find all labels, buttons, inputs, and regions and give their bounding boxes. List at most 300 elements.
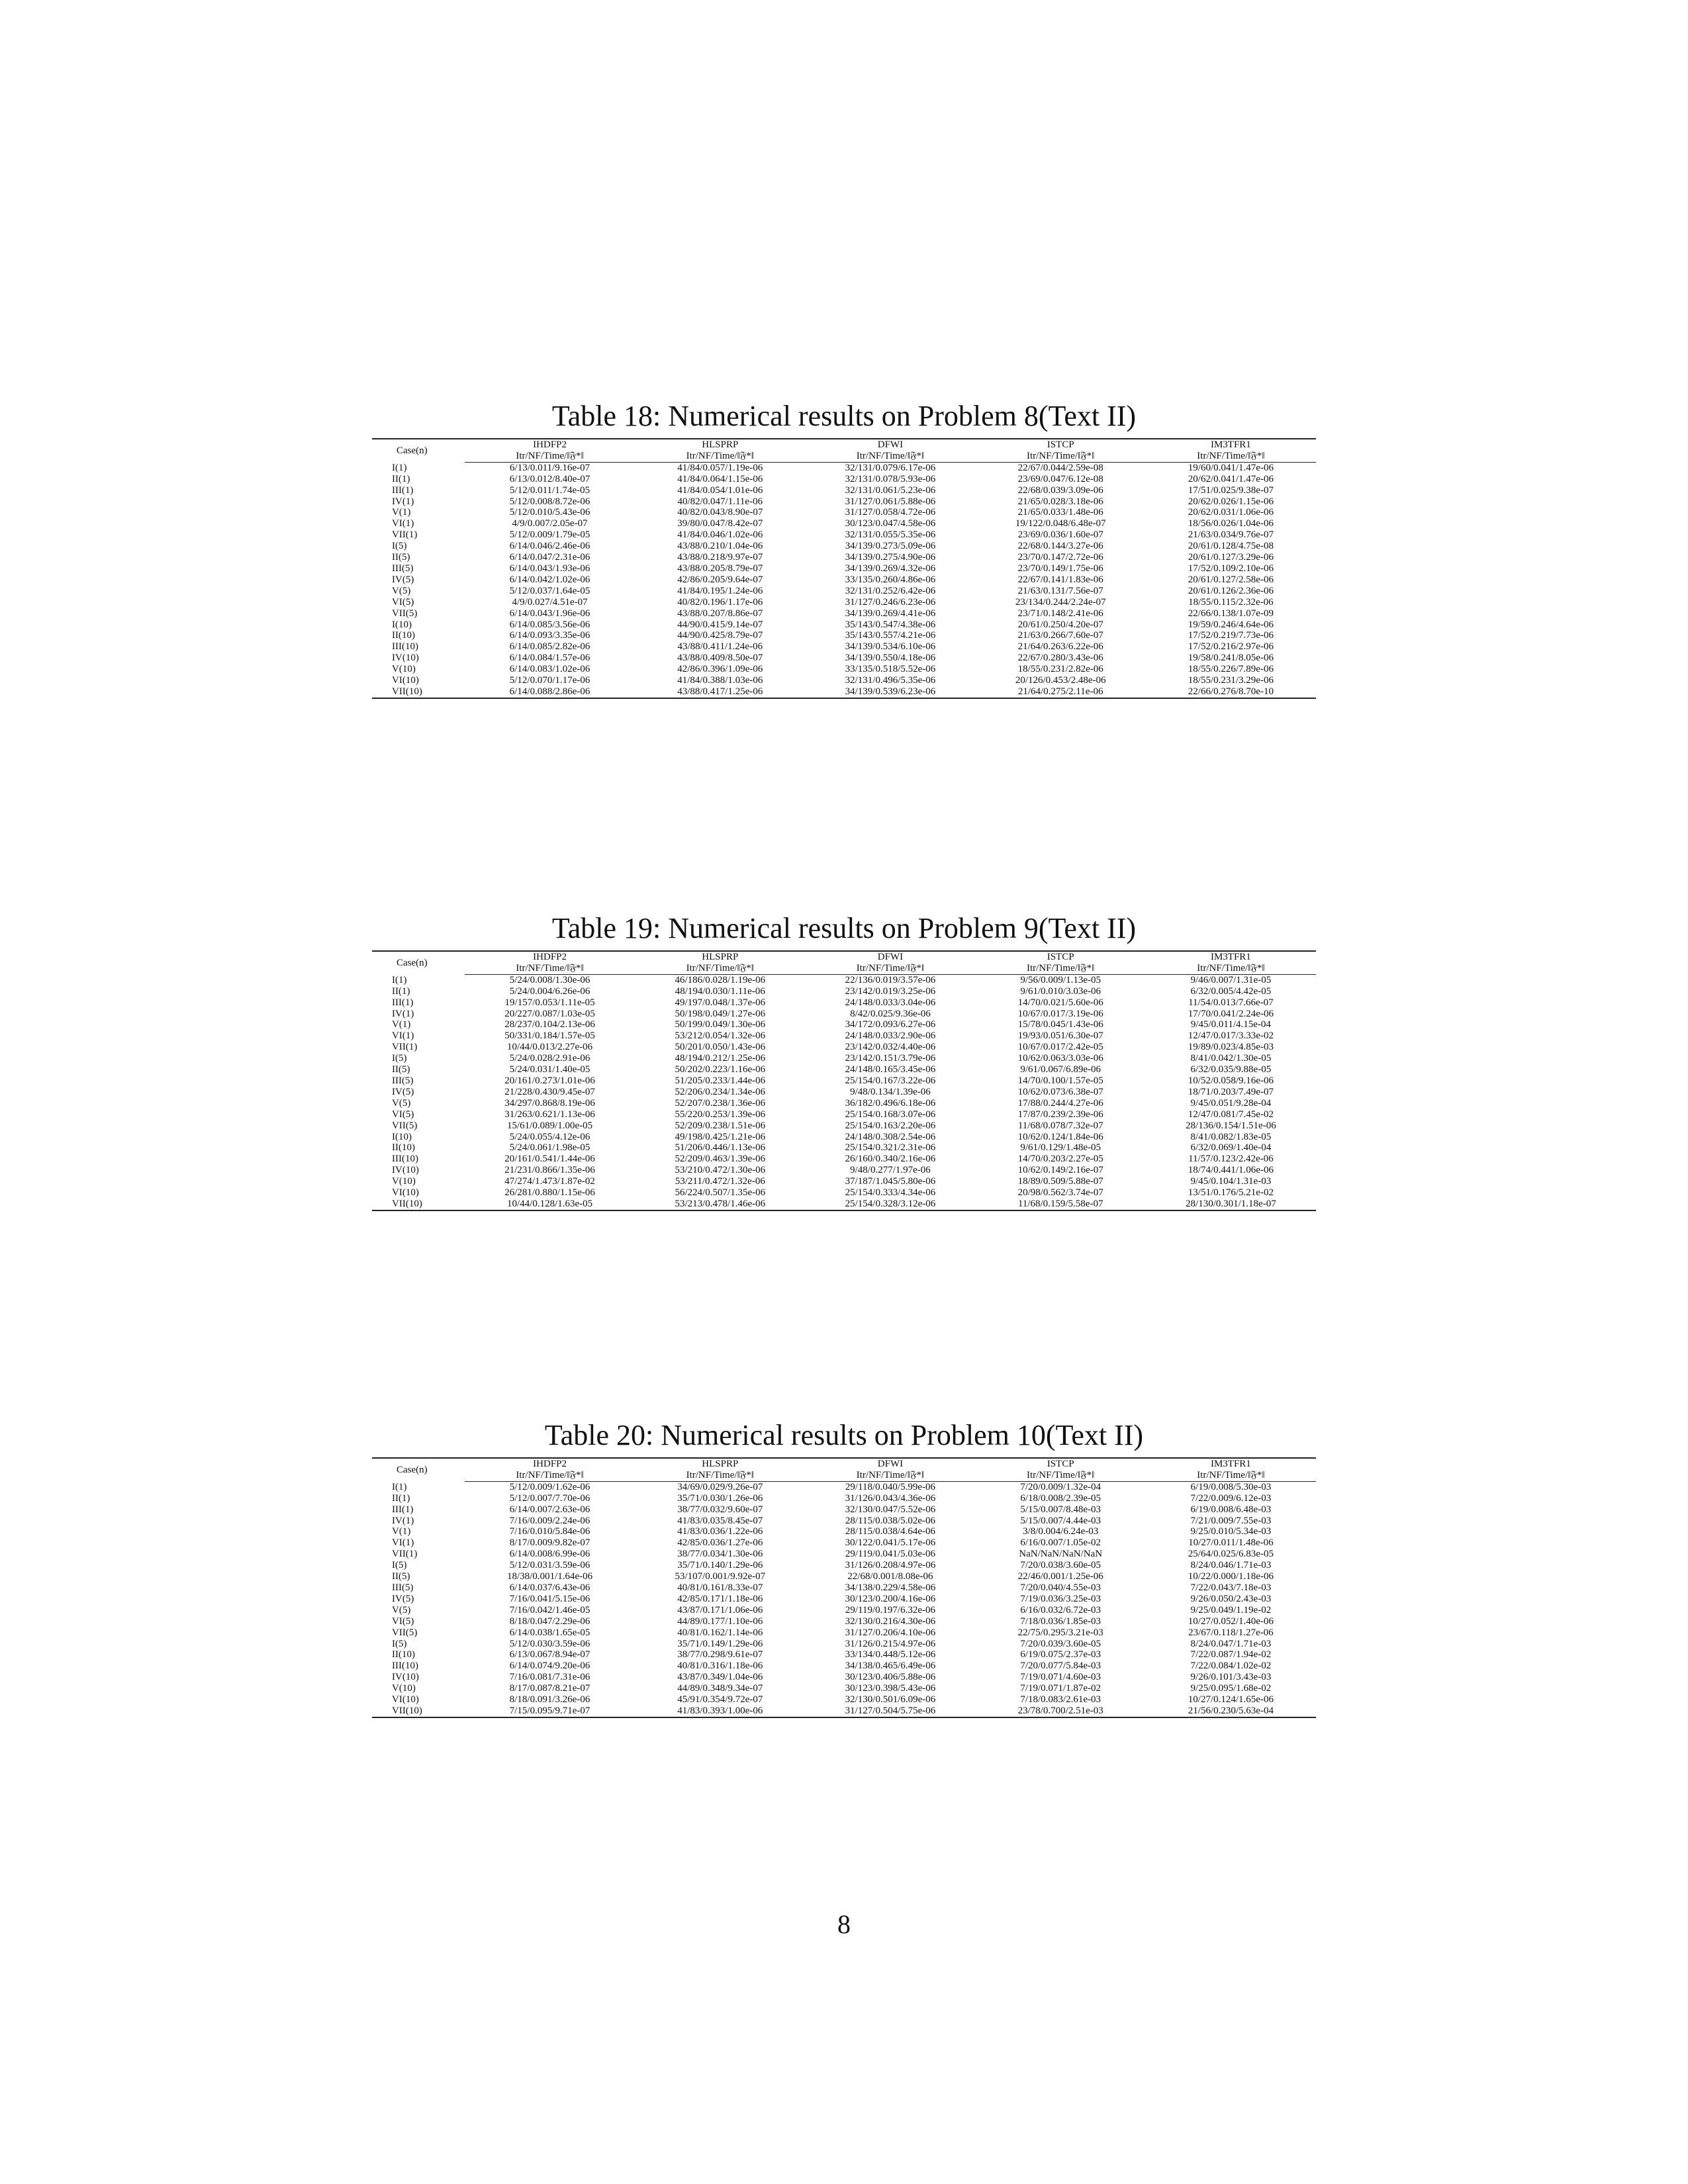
table-row [372, 1109, 1316, 1120]
table-row [372, 1165, 1316, 1176]
table-row [372, 462, 1316, 473]
table-row [372, 1142, 1316, 1154]
result-cell: 9/61/0.067/6.89e-06 [1020, 1064, 1101, 1075]
result-cell: 32/131/0.061/5.23e-06 [845, 484, 936, 496]
result-cell: 23/134/0.244/2.24e-07 [1015, 596, 1106, 608]
result-cell: 7/18/0.083/2.61e-03 [1020, 1694, 1101, 1706]
result-cell: 6/32/0.005/4.42e-05 [1190, 985, 1272, 997]
result-cell: 14/70/0.100/1.57e-05 [1017, 1075, 1103, 1086]
table-row [372, 1516, 1316, 1527]
result-cell: 19/93/0.051/6.30e-07 [1017, 1030, 1103, 1042]
result-cell: 7/16/0.081/7.31e-06 [509, 1672, 590, 1683]
result-cell: 52/206/0.234/1.34e-06 [675, 1086, 766, 1097]
case-label: IV(5) [392, 574, 414, 585]
result-cell: 35/71/0.149/1.29e-06 [677, 1638, 763, 1649]
result-cell: 5/12/0.070/1.17e-06 [509, 675, 590, 686]
table-row [372, 986, 1316, 997]
table-row [372, 485, 1316, 496]
result-cell: 30/122/0.041/5.17e-06 [845, 1537, 936, 1549]
column-header: IHDFP2 [465, 951, 635, 963]
case-label: I(1) [392, 462, 407, 473]
case-label: VII(5) [392, 608, 418, 619]
result-cell: 25/154/0.328/3.12e-06 [805, 1199, 975, 1210]
result-cell: 51/205/0.233/1.44e-06 [675, 1075, 766, 1086]
result-cell: 18/55/0.115/2.32e-06 [1188, 596, 1274, 608]
result-cell: 53/210/0.472/1.30e-06 [675, 1165, 766, 1176]
result-cell: 17/52/0.109/2.10e-06 [1188, 563, 1274, 574]
metric-header: Itr/NF/Time/‖𝔉*‖ [1146, 963, 1316, 974]
result-cell: 6/14/0.093/3.35e-06 [509, 630, 590, 641]
column-header: HLSPRP [635, 1458, 805, 1470]
table-row [372, 1694, 1316, 1706]
column-header: DFWI [805, 951, 975, 963]
case-label: V(5) [392, 1604, 411, 1615]
table-row [372, 974, 1316, 985]
result-cell: 5/12/0.037/1.64e-05 [509, 585, 590, 596]
result-cell: 35/143/0.547/4.38e-06 [845, 619, 936, 630]
result-cell: 23/70/0.149/1.75e-06 [1017, 563, 1103, 574]
result-cell: 20/62/0.026/1.15e-06 [1188, 496, 1274, 507]
case-label: I(5) [392, 541, 407, 552]
result-cell: 5/24/0.008/1.30e-06 [509, 974, 590, 985]
result-cell: 5/12/0.031/3.59e-06 [509, 1560, 590, 1571]
result-cell: 31/127/0.061/5.88e-06 [845, 496, 936, 507]
table-row [372, 1560, 1316, 1571]
table-20-block [372, 1419, 1316, 1718]
result-cell: 52/209/0.238/1.51e-06 [675, 1120, 766, 1131]
result-cell: 9/25/0.010/5.34e-03 [1190, 1526, 1272, 1537]
result-cell: 6/14/0.074/9.20e-06 [509, 1661, 590, 1672]
result-cell: 31/126/0.215/4.97e-06 [845, 1638, 936, 1649]
result-cell: 32/131/0.079/6.17e-06 [845, 462, 936, 473]
case-label: II(1) [392, 1492, 410, 1504]
result-cell: 35/71/0.030/1.26e-06 [677, 1492, 763, 1504]
table-row [372, 1706, 1316, 1717]
result-cell: 6/16/0.032/6.72e-03 [1020, 1604, 1101, 1615]
result-cell: 7/22/0.087/1.94e-02 [1190, 1649, 1272, 1661]
table-row [372, 1176, 1316, 1187]
case-label: VII(10) [372, 1199, 465, 1210]
result-cell: 43/88/0.210/1.04e-06 [677, 541, 763, 552]
case-label: II(5) [392, 1064, 410, 1075]
result-cell: 6/14/0.085/2.82e-06 [509, 641, 590, 653]
table-row [372, 630, 1316, 641]
result-cell: 20/62/0.041/1.47e-06 [1188, 473, 1274, 484]
result-cell: 51/206/0.446/1.13e-06 [675, 1142, 766, 1154]
result-cell: 20/126/0.453/2.48e-06 [1015, 675, 1106, 686]
table-row [372, 1120, 1316, 1132]
table-row [372, 1639, 1316, 1650]
result-cell: 31/127/0.504/5.75e-06 [805, 1706, 975, 1717]
result-cell: 41/84/0.388/1.03e-06 [677, 675, 763, 686]
result-cell: 10/44/0.013/2.27e-06 [507, 1042, 593, 1053]
result-cell: 10/62/0.149/2.16e-07 [1017, 1165, 1103, 1176]
result-cell: 20/61/0.250/4.20e-07 [1017, 619, 1103, 630]
result-cell: 34/139/0.550/4.18e-06 [845, 653, 936, 664]
table-row [372, 1594, 1316, 1605]
table-row [372, 507, 1316, 518]
result-cell: 14/70/0.021/5.60e-06 [1017, 997, 1103, 1008]
result-cell: 22/66/0.276/8.70e-10 [1146, 686, 1316, 698]
case-label: VI(1) [392, 518, 414, 529]
table-row [372, 1199, 1316, 1210]
case-label: III(1) [392, 484, 414, 496]
result-cell: 9/48/0.277/1.97e-06 [850, 1165, 931, 1176]
result-cell: 7/19/0.071/1.87e-02 [1020, 1683, 1101, 1694]
result-cell: 23/67/0.118/1.27e-06 [1188, 1627, 1274, 1638]
result-cell: 43/87/0.171/1.06e-06 [677, 1604, 763, 1615]
result-cell: 20/98/0.562/3.74e-07 [1017, 1187, 1103, 1199]
table-row [372, 1605, 1316, 1616]
case-label: II(10) [392, 1649, 415, 1661]
result-cell: 8/17/0.009/9.82e-07 [509, 1537, 590, 1549]
result-cell: 7/19/0.071/4.60e-03 [1020, 1672, 1101, 1683]
result-cell: 10/67/0.017/3.19e-06 [1017, 1008, 1103, 1019]
result-cell: 43/88/0.205/8.79e-07 [677, 563, 763, 574]
metric-header: Itr/NF/Time/‖𝔉*‖ [635, 1470, 805, 1481]
result-cell: 30/123/0.398/5.43e-06 [845, 1683, 936, 1694]
result-cell: 5/15/0.007/4.44e-03 [1020, 1515, 1101, 1526]
table-row [372, 1649, 1316, 1661]
table-row [372, 664, 1316, 675]
case-label: IV(5) [392, 1593, 414, 1604]
result-cell: 34/138/0.465/6.49e-06 [845, 1661, 936, 1672]
result-cell: 30/123/0.047/4.58e-06 [845, 518, 936, 529]
table-row [372, 641, 1316, 653]
column-header: IHDFP2 [465, 1458, 635, 1470]
result-cell: 29/118/0.040/5.99e-06 [845, 1481, 936, 1492]
result-cell: 23/70/0.147/2.72e-06 [1017, 552, 1103, 563]
column-header: IHDFP2 [465, 439, 635, 451]
result-cell: 28/115/0.038/4.64e-06 [845, 1526, 936, 1537]
result-cell: 7/20/0.077/5.84e-03 [1020, 1661, 1101, 1672]
table-row [372, 1087, 1316, 1098]
result-cell: 23/142/0.032/4.40e-06 [845, 1042, 936, 1053]
result-cell: 55/220/0.253/1.39e-06 [675, 1109, 766, 1120]
result-cell: 8/17/0.087/8.21e-07 [509, 1683, 590, 1694]
case-label: III(5) [392, 1075, 414, 1086]
result-cell: 24/148/0.033/2.90e-06 [845, 1030, 936, 1042]
result-cell: 8/18/0.047/2.29e-06 [509, 1615, 590, 1627]
result-cell: 19/58/0.241/8.05e-06 [1188, 653, 1274, 664]
result-cell: 7/20/0.040/4.55e-03 [1020, 1582, 1101, 1593]
result-cell: 22/67/0.141/1.83e-06 [1017, 574, 1103, 585]
result-cell: 44/90/0.425/8.79e-07 [677, 630, 763, 641]
case-label: VI(5) [392, 1615, 414, 1627]
result-cell: 28/237/0.104/2.13e-06 [504, 1019, 595, 1030]
column-header: ISTCP [976, 1458, 1146, 1470]
result-cell: 18/55/0.226/7.89e-06 [1188, 664, 1274, 675]
result-cell: 40/82/0.047/1.11e-06 [677, 496, 763, 507]
result-cell: 21/64/0.275/2.11e-06 [976, 686, 1146, 698]
result-cell: 50/202/0.223/1.16e-06 [675, 1064, 766, 1075]
case-label: IV(10) [392, 1672, 419, 1683]
result-cell: 7/16/0.041/5.15e-06 [509, 1593, 590, 1604]
result-cell: 43/88/0.411/1.24e-06 [677, 641, 763, 653]
metric-header: Itr/NF/Time/‖𝔉*‖ [635, 451, 805, 462]
result-cell: 9/45/0.051/9.28e-04 [1190, 1097, 1272, 1109]
result-cell: 56/224/0.507/1.35e-06 [675, 1187, 766, 1199]
table-row [372, 1582, 1316, 1594]
table-row [372, 1504, 1316, 1516]
table-row [372, 608, 1316, 619]
results-table [372, 438, 1316, 699]
result-cell: 19/89/0.023/4.85e-03 [1188, 1042, 1274, 1053]
result-cell: 6/14/0.043/1.96e-06 [509, 608, 590, 619]
result-cell: 31/127/0.058/4.72e-06 [845, 507, 936, 518]
results-table [372, 950, 1316, 1211]
result-cell: 25/154/0.333/4.34e-06 [845, 1187, 936, 1199]
case-header: Case(n) [372, 1458, 465, 1481]
result-cell: 19/60/0.041/1.47e-06 [1188, 462, 1274, 473]
table-row [372, 552, 1316, 563]
metric-header: Itr/NF/Time/‖𝔉*‖ [1146, 451, 1316, 462]
table-row [372, 1481, 1316, 1492]
result-cell: 23/78/0.700/2.51e-03 [976, 1706, 1146, 1717]
result-cell: 32/130/0.047/5.52e-06 [845, 1504, 936, 1515]
result-cell: 25/64/0.025/6.83e-05 [1188, 1549, 1274, 1560]
case-label: I(10) [392, 1131, 412, 1142]
result-cell: 6/19/0.008/6.48e-03 [1190, 1504, 1272, 1515]
case-label: I(1) [392, 974, 407, 985]
table-row [372, 1537, 1316, 1549]
result-cell: 7/19/0.036/3.25e-03 [1020, 1593, 1101, 1604]
result-cell: 41/84/0.054/1.01e-06 [677, 484, 763, 496]
result-cell: 21/56/0.230/5.63e-04 [1146, 1706, 1316, 1717]
result-cell: 17/52/0.216/2.97e-06 [1188, 641, 1274, 653]
result-cell: 6/18/0.008/2.39e-05 [1020, 1492, 1101, 1504]
result-cell: 53/211/0.472/1.32e-06 [675, 1176, 765, 1187]
result-cell: 6/32/0.069/1.40e-04 [1190, 1142, 1272, 1154]
result-cell: 30/123/0.200/4.16e-06 [845, 1593, 936, 1604]
result-cell: 5/24/0.031/1.40e-05 [509, 1064, 590, 1075]
result-cell: 32/131/0.252/6.42e-06 [845, 585, 936, 596]
result-cell: 31/126/0.043/4.36e-06 [845, 1492, 936, 1504]
result-cell: 28/130/0.301/1.18e-07 [1146, 1199, 1316, 1210]
table-row [372, 563, 1316, 574]
result-cell: 23/142/0.151/3.79e-06 [845, 1053, 936, 1064]
result-cell: 34/139/0.273/5.09e-06 [845, 541, 936, 552]
result-cell: 39/80/0.047/8.42e-07 [677, 518, 763, 529]
result-cell: 46/186/0.028/1.19e-06 [675, 974, 766, 985]
case-label: I(10) [392, 619, 412, 630]
result-cell: 22/68/0.144/3.27e-06 [1017, 541, 1103, 552]
result-cell: 29/119/0.197/6.32e-06 [845, 1604, 936, 1615]
result-cell: 7/16/0.009/2.24e-06 [509, 1515, 590, 1526]
result-cell: 49/198/0.425/1.21e-06 [675, 1131, 766, 1142]
result-cell: 17/51/0.025/9.38e-07 [1188, 484, 1274, 496]
result-cell: 8/24/0.046/1.71e-03 [1190, 1560, 1272, 1571]
metric-header: Itr/NF/Time/‖𝔉*‖ [465, 451, 635, 462]
metric-header: Itr/NF/Time/‖𝔉*‖ [976, 963, 1146, 974]
result-cell: 34/139/0.534/6.10e-06 [845, 641, 936, 653]
table-row [372, 1154, 1316, 1165]
case-label: I(5) [392, 1638, 407, 1649]
case-label: IV(5) [392, 1086, 414, 1097]
result-cell: 7/22/0.009/6.12e-03 [1190, 1492, 1272, 1504]
metric-header: Itr/NF/Time/‖𝔉*‖ [805, 451, 975, 462]
result-cell: 26/160/0.340/2.16e-06 [845, 1154, 936, 1165]
result-cell: 25/154/0.168/3.07e-06 [845, 1109, 936, 1120]
result-cell: 50/199/0.049/1.30e-06 [675, 1019, 766, 1030]
result-cell: 6/13/0.012/8.40e-07 [509, 473, 590, 484]
result-cell: 6/14/0.038/1.65e-05 [509, 1627, 590, 1638]
result-cell: 25/154/0.163/2.20e-06 [845, 1120, 936, 1131]
result-cell: 13/51/0.176/5.21e-02 [1188, 1187, 1274, 1199]
result-cell: 11/68/0.159/5.58e-07 [976, 1199, 1146, 1210]
result-cell: 17/87/0.239/2.39e-06 [1017, 1109, 1103, 1120]
result-cell: 50/201/0.050/1.43e-06 [675, 1042, 766, 1053]
case-label: VI(5) [392, 1109, 414, 1120]
result-cell: 10/27/0.052/1.40e-06 [1188, 1615, 1274, 1627]
result-cell: 9/45/0.104/1.31e-03 [1190, 1176, 1272, 1187]
result-cell: 44/90/0.415/9.14e-07 [677, 619, 763, 630]
case-label: III(10) [392, 1154, 418, 1165]
result-cell: 21/65/0.028/3.18e-06 [1017, 496, 1103, 507]
table-row [372, 1526, 1316, 1537]
result-cell: 52/209/0.463/1.39e-06 [675, 1154, 766, 1165]
result-cell: 9/46/0.007/1.31e-05 [1190, 974, 1272, 985]
case-label: II(5) [392, 552, 410, 563]
case-label: IV(1) [392, 1515, 414, 1526]
table-caption: Table 19: Numerical results on Problem 9(Text II) [551, 912, 1137, 944]
result-cell: 32/130/0.501/6.09e-06 [845, 1694, 936, 1706]
table-row [372, 1187, 1316, 1199]
result-cell: 18/74/0.441/1.06e-06 [1188, 1165, 1274, 1176]
table-row [372, 1053, 1316, 1064]
result-cell: 36/182/0.496/6.18e-06 [845, 1097, 936, 1109]
result-cell: 32/131/0.078/5.93e-06 [845, 473, 936, 484]
case-header: Case(n) [372, 439, 465, 462]
case-label: III(10) [392, 1661, 418, 1672]
result-cell: 23/69/0.047/6.12e-08 [1017, 473, 1103, 484]
result-cell: 42/86/0.205/9.64e-07 [677, 574, 763, 585]
result-cell: 34/138/0.229/4.58e-06 [845, 1582, 936, 1593]
result-cell: 25/154/0.321/2.31e-06 [845, 1142, 936, 1154]
result-cell: 41/83/0.035/8.45e-07 [677, 1515, 763, 1526]
result-cell: 33/134/0.448/5.12e-06 [845, 1649, 936, 1661]
result-cell: 5/24/0.061/1.98e-05 [509, 1142, 590, 1154]
result-cell: 18/55/0.231/3.29e-06 [1188, 675, 1274, 686]
case-label: III(1) [392, 997, 414, 1008]
result-cell: 44/89/0.348/9.34e-07 [677, 1683, 763, 1694]
result-cell: 20/61/0.127/3.29e-06 [1188, 552, 1274, 563]
result-cell: 19/157/0.053/1.11e-05 [504, 997, 595, 1008]
result-cell: 5/24/0.028/2.91e-06 [509, 1053, 590, 1064]
case-label: V(10) [392, 664, 416, 675]
result-cell: 20/62/0.031/1.06e-06 [1188, 507, 1274, 518]
metric-header: Itr/NF/Time/‖𝔉*‖ [465, 1470, 635, 1481]
result-cell: 17/88/0.244/4.27e-06 [1017, 1097, 1103, 1109]
result-cell: 41/84/0.195/1.24e-06 [677, 585, 763, 596]
result-cell: 34/297/0.868/8.19e-06 [504, 1097, 595, 1109]
case-label: VI(10) [392, 1694, 419, 1706]
result-cell: 21/228/0.430/9.45e-07 [504, 1086, 595, 1097]
result-cell: 48/194/0.030/1.11e-06 [675, 985, 765, 997]
results-table [372, 1457, 1316, 1718]
case-label: VII(10) [372, 1706, 465, 1717]
result-cell: 3/8/0.004/6.24e-03 [1023, 1526, 1099, 1537]
result-cell: NaN/NaN/NaN/NaN [1019, 1549, 1103, 1560]
case-label: III(10) [392, 641, 418, 653]
result-cell: 47/274/1.473/1.87e-02 [504, 1176, 595, 1187]
result-cell: 7/16/0.010/5.84e-06 [509, 1526, 590, 1537]
result-cell: 38/77/0.298/9.61e-07 [677, 1649, 763, 1661]
case-label: V(10) [392, 1683, 416, 1694]
result-cell: 25/154/0.167/3.22e-06 [845, 1075, 936, 1086]
case-label: II(10) [392, 630, 415, 641]
result-cell: 18/55/0.231/2.82e-06 [1017, 664, 1103, 675]
result-cell: 8/24/0.047/1.71e-03 [1190, 1638, 1272, 1649]
result-cell: 10/44/0.128/1.63e-05 [465, 1199, 635, 1210]
case-label: VI(10) [392, 1187, 419, 1199]
result-cell: 6/16/0.007/1.05e-02 [1020, 1537, 1101, 1549]
column-header: ISTCP [976, 951, 1146, 963]
table-row [372, 997, 1316, 1009]
result-cell: 23/71/0.148/2.41e-06 [1017, 608, 1103, 619]
result-cell: 53/107/0.001/9.92e-07 [675, 1571, 766, 1582]
result-cell: 6/13/0.011/9.16e-07 [510, 462, 590, 473]
result-cell: 5/24/0.004/6.26e-06 [509, 985, 590, 997]
result-cell: 9/45/0.011/4.15e-04 [1190, 1019, 1271, 1030]
result-cell: 7/20/0.038/3.60e-05 [1020, 1560, 1101, 1571]
result-cell: 23/142/0.019/3.25e-06 [845, 985, 936, 997]
result-cell: 33/135/0.518/5.52e-06 [845, 664, 936, 675]
case-label: IV(1) [392, 496, 414, 507]
table-row [372, 1661, 1316, 1672]
table-row [372, 653, 1316, 664]
result-cell: 45/91/0.354/9.72e-07 [677, 1694, 763, 1706]
result-cell: 22/46/0.001/1.25e-06 [1017, 1571, 1103, 1582]
case-label: V(1) [392, 507, 411, 518]
result-cell: 5/12/0.009/1.79e-05 [509, 529, 590, 541]
result-cell: 9/26/0.050/2.43e-03 [1190, 1593, 1272, 1604]
result-cell: 38/77/0.032/9.60e-07 [677, 1504, 763, 1515]
column-header: ISTCP [976, 439, 1146, 451]
result-cell: 48/194/0.212/1.25e-06 [675, 1053, 766, 1064]
result-cell: 9/56/0.009/1.13e-05 [1020, 974, 1101, 985]
table-row [372, 1064, 1316, 1075]
result-cell: 43/88/0.417/1.25e-06 [635, 686, 805, 698]
result-cell: 19/122/0.048/6.48e-07 [1015, 518, 1106, 529]
table-row [372, 1098, 1316, 1109]
result-cell: 50/198/0.049/1.27e-06 [675, 1008, 766, 1019]
result-cell: 6/14/0.085/3.56e-06 [509, 619, 590, 630]
result-cell: 21/63/0.034/9.76e-07 [1188, 529, 1274, 541]
result-cell: 10/27/0.124/1.65e-06 [1188, 1694, 1274, 1706]
table-row [372, 474, 1316, 485]
result-cell: 5/12/0.009/1.62e-06 [509, 1481, 590, 1492]
result-cell: 7/22/0.084/1.02e-02 [1190, 1661, 1272, 1672]
result-cell: 34/139/0.269/4.41e-06 [845, 608, 936, 619]
result-cell: 34/69/0.029/9.26e-07 [677, 1481, 763, 1492]
result-cell: 5/15/0.007/8.48e-03 [1020, 1504, 1101, 1515]
result-cell: 31/127/0.246/6.23e-06 [845, 596, 936, 608]
result-cell: 6/14/0.042/1.02e-06 [509, 574, 590, 585]
result-cell: 31/127/0.206/4.10e-06 [845, 1627, 936, 1638]
result-cell: 53/213/0.478/1.46e-06 [635, 1199, 805, 1210]
result-cell: 34/139/0.539/6.23e-06 [805, 686, 975, 698]
metric-header: Itr/NF/Time/‖𝔉*‖ [1146, 1470, 1316, 1481]
metric-header: Itr/NF/Time/‖𝔉*‖ [976, 1470, 1146, 1481]
result-cell: 6/14/0.088/2.86e-06 [465, 686, 635, 698]
column-header: DFWI [805, 439, 975, 451]
result-cell: 11/54/0.013/7.66e-07 [1188, 997, 1274, 1008]
result-cell: 40/82/0.043/8.90e-07 [677, 507, 763, 518]
result-cell: 40/81/0.162/1.14e-06 [677, 1627, 763, 1638]
result-cell: 10/27/0.011/1.48e-06 [1188, 1537, 1274, 1549]
case-label: VI(10) [392, 675, 419, 686]
